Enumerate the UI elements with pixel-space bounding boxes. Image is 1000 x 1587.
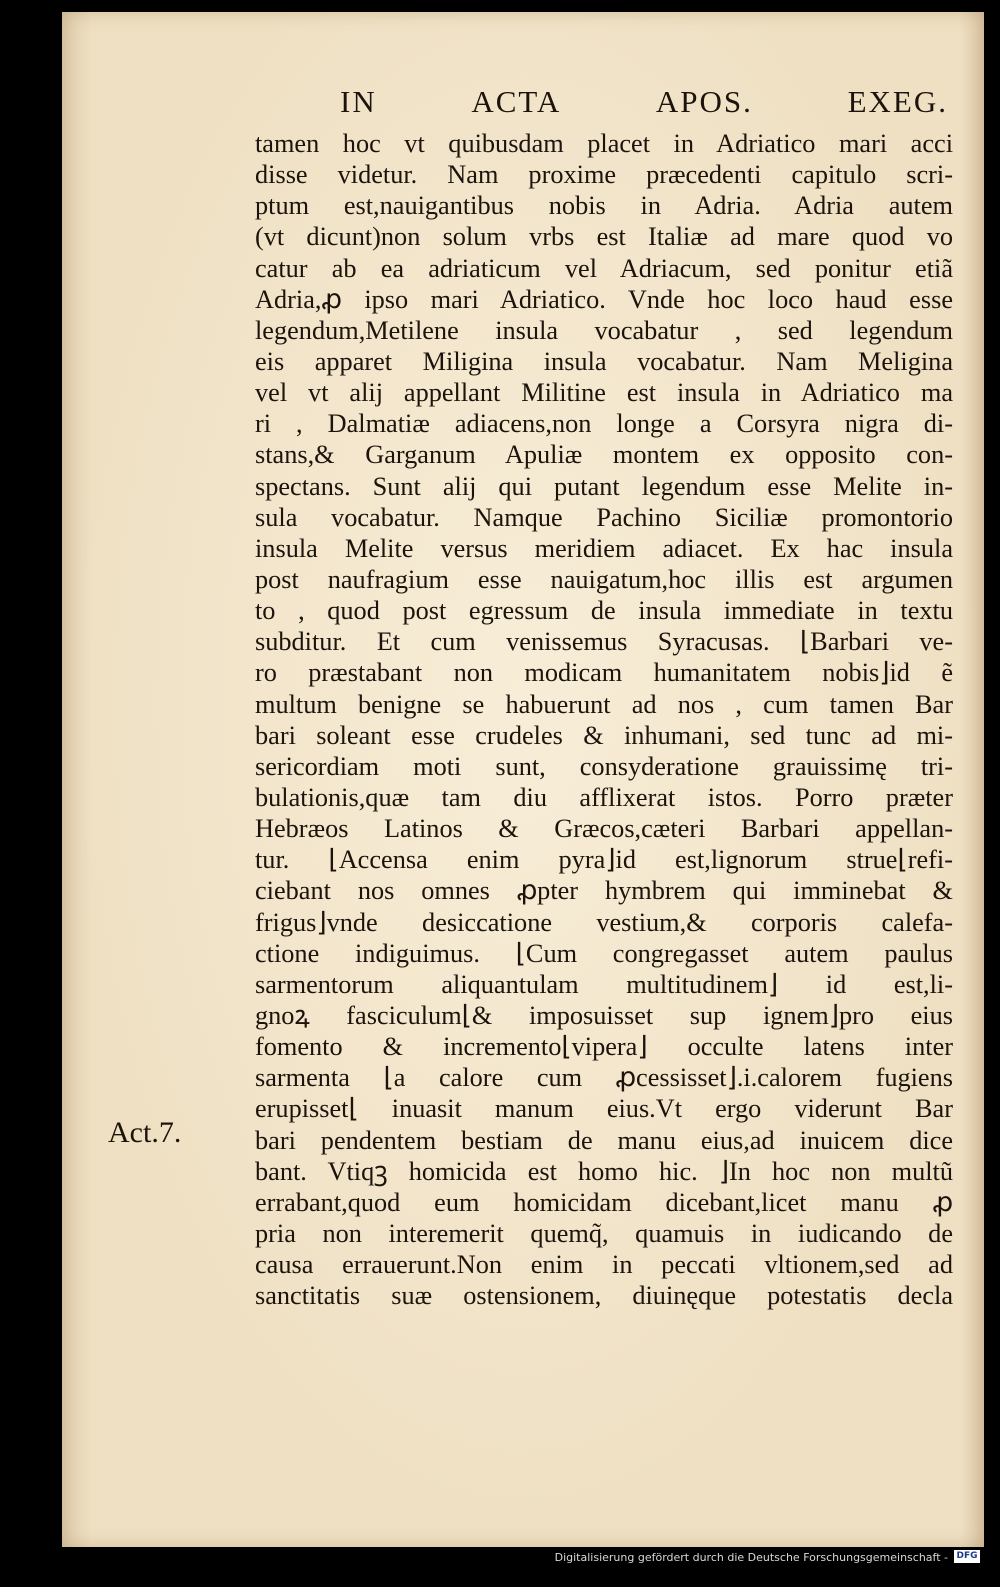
text-line: bari soleant esse crudeles & inhumani, sed tunc ad mi- xyxy=(255,720,953,750)
text-line: tur. ⌊Accensa enim pyra⌋id est,lignorum strue⌊refi- xyxy=(255,845,953,875)
text-line: spectans. Sunt alij qui putant legendum esse Melite in- xyxy=(255,471,953,501)
text-line: errabant,quod eum homicidam dicebant,licet manu ꝓ xyxy=(255,1187,953,1217)
text-line: insula Melite versus meridiem adiacet. Ex hac insula xyxy=(255,533,953,563)
text-line: ptum est,nauigantibus nobis in Adria. Adria autem xyxy=(255,191,953,221)
text-line: gnoꝝ fasciculum⌊& imposuisset sup ignem⌋pro eius xyxy=(255,1000,953,1030)
text-line: legendum,Metilene insula vocabatur , sed legendum xyxy=(255,315,953,345)
text-line: ri , Dalmatiæ adiacens,non longe a Corsyra nigra di- xyxy=(255,409,953,439)
text-line: multum benigne se habuerunt ad nos , cum tamen Bar xyxy=(255,689,953,719)
header-word: APOS. xyxy=(655,84,753,119)
text-line: tamen hoc vt quibusdam placet in Adriatico mari acci xyxy=(255,129,953,158)
header-word: EXEG. xyxy=(847,84,948,119)
text-line: frigus⌋vnde desiccatione vestium,& corporis calefa- xyxy=(255,907,953,937)
text-line: sula vocabatur. Namque Pachino Siciliæ promontorio xyxy=(255,502,953,532)
header-word: ACTA xyxy=(471,84,562,119)
text-line: sericordiam moti sunt, consyderatione grauissimę tri- xyxy=(255,751,953,781)
text-line: ro præstabant non modicam humanitatem nobis⌋id ẽ xyxy=(255,658,953,688)
funding-credit: Digitalisierung gefördert durch die Deutsche Forschungsgemeinschaft - xyxy=(554,1551,948,1564)
text-line: ctione indiguimus. ⌊Cum congregasset autem paulus xyxy=(255,938,953,968)
margin-note: Act.7. xyxy=(108,1116,182,1149)
text-line: bulationis,quæ tam diu afflixerat istos. Porro præter xyxy=(255,782,953,812)
text-line: ciebant nos omnes ꝓpter hymbrem qui imminebat & xyxy=(255,876,953,906)
text-line: fomento & incremento⌊vipera⌋ occulte latens inter xyxy=(255,1032,953,1062)
text-line: sarmenta ⌊a calore cum ꝓcessisset⌋.i.calorem fugiens xyxy=(255,1063,953,1093)
text-line: post naufragium esse nauigatum,hoc illis est argumen xyxy=(255,564,953,594)
body-text xyxy=(255,128,953,1311)
text-line: (vt dicunt)non solum vrbs est Italiæ ad mare quod vo xyxy=(255,222,953,252)
text-line: pria non interemerit quemq̃, quamuis in iudicando de xyxy=(255,1218,953,1248)
text-line: sanctitatis suæ ostensionem, diuinęque potestatis decla xyxy=(255,1281,953,1311)
text-line: to , quod post egressum de insula immediate in textu xyxy=(255,596,953,626)
dfg-logo-icon: DFG xyxy=(954,1550,980,1563)
text-line: catur ab ea adriaticum vel Adriacum, sed ponitur etiã xyxy=(255,253,953,283)
text-line: erupisset⌊ inuasit manum eius.Vt ergo viderunt Bar xyxy=(255,1094,953,1124)
text-line: sarmentorum aliquantulam multitudinem⌋ id est,li- xyxy=(255,969,953,999)
text-line: Adria,ꝓ ipso mari Adriatico. Vnde hoc loco haud esse xyxy=(255,284,953,314)
text-line: vel vt alij appellant Militine est insula in Adriatico ma xyxy=(255,378,953,408)
text-line: subditur. Et cum venissemus Syracusas. ⌊Barbari ve- xyxy=(255,627,953,657)
text-line: causa errauerunt.Non enim in peccati vltionem,sed ad xyxy=(255,1250,953,1280)
text-line: eis apparet Miligina insula vocabatur. Nam Meligina xyxy=(255,346,953,376)
text-line: stans,& Garganum Apuliæ montem ex opposito con- xyxy=(255,440,953,470)
text-line: bari pendentem bestiam de manu eius,ad inuicem dice xyxy=(255,1125,953,1155)
text-line: bant. Vtiqꝫ homicida est homo hic. ⌋In hoc non multũ xyxy=(255,1156,953,1186)
text-line: disse videtur. Nam proxime præcedenti capitulo scri- xyxy=(255,160,953,190)
text-line: Hebræos Latinos & Græcos,cæteri Barbari appellan- xyxy=(255,814,953,844)
running-header xyxy=(340,84,948,124)
header-word: IN xyxy=(340,84,377,119)
